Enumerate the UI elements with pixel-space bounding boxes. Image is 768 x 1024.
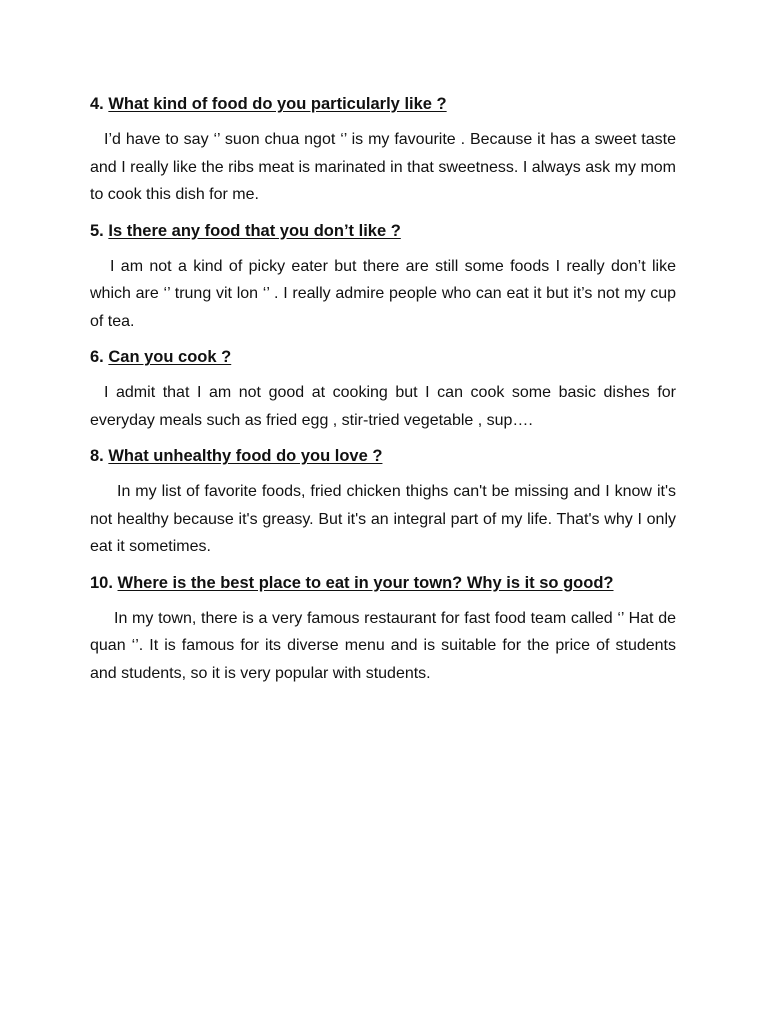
question-number: 4.	[90, 95, 104, 113]
qa-item-6	[90, 345, 676, 434]
answer-paragraph: I admit that I am not good at cooking but I can cook some basic dishes for everyday meals such as fried egg , stir-tried vegetable , sup….	[90, 384, 676, 429]
answer-paragraph: In my town, there is a very famous restaurant for fast food team called ‘’ Hat de quan ‘’. It is famous for its diverse menu and is suitable for the price of students and students, so it is very popular with students.	[90, 609, 676, 682]
question-number: 5.	[90, 221, 104, 240]
qa-item-4	[90, 92, 676, 209]
question-text: Is there any food that you don’t like ?	[108, 221, 401, 240]
question-heading	[90, 345, 676, 369]
question-heading	[90, 571, 676, 595]
document-page	[90, 92, 676, 697]
question-heading	[90, 444, 676, 468]
question-heading	[90, 92, 676, 116]
answer-paragraph: I am not a kind of picky eater but there are still some foods I really don’t like which are ‘’ trung vit lon ‘’ . I really admire people who can eat it but it’s not my cup of tea.	[90, 257, 676, 330]
answer-paragraph: I’d have to say ‘’ suon chua ngot ‘’ is my favourite . Because it has a sweet taste and I really like the ribs meat is marinated in that sweetness. I always ask my mom to cook this dish for me.	[90, 131, 676, 203]
qa-item-10	[90, 571, 676, 688]
question-number: 8.	[90, 447, 104, 465]
qa-item-8	[90, 444, 676, 561]
question-heading	[90, 219, 676, 243]
question-text: Can you cook ?	[108, 348, 232, 366]
qa-item-5	[90, 219, 676, 336]
question-text: Where is the best place to eat in your town? Why is it so good?	[117, 573, 614, 592]
answer-paragraph: In my list of favorite foods, fried chicken thighs can't be missing and I know it's not healthy because it's greasy. But it's an integral part of my life. That's why I only eat it sometimes.	[90, 483, 676, 555]
question-number: 10.	[90, 573, 113, 592]
question-text: What unhealthy food do you love ?	[108, 447, 383, 465]
question-number: 6.	[90, 348, 104, 366]
question-text: What kind of food do you particularly like ?	[108, 95, 447, 113]
